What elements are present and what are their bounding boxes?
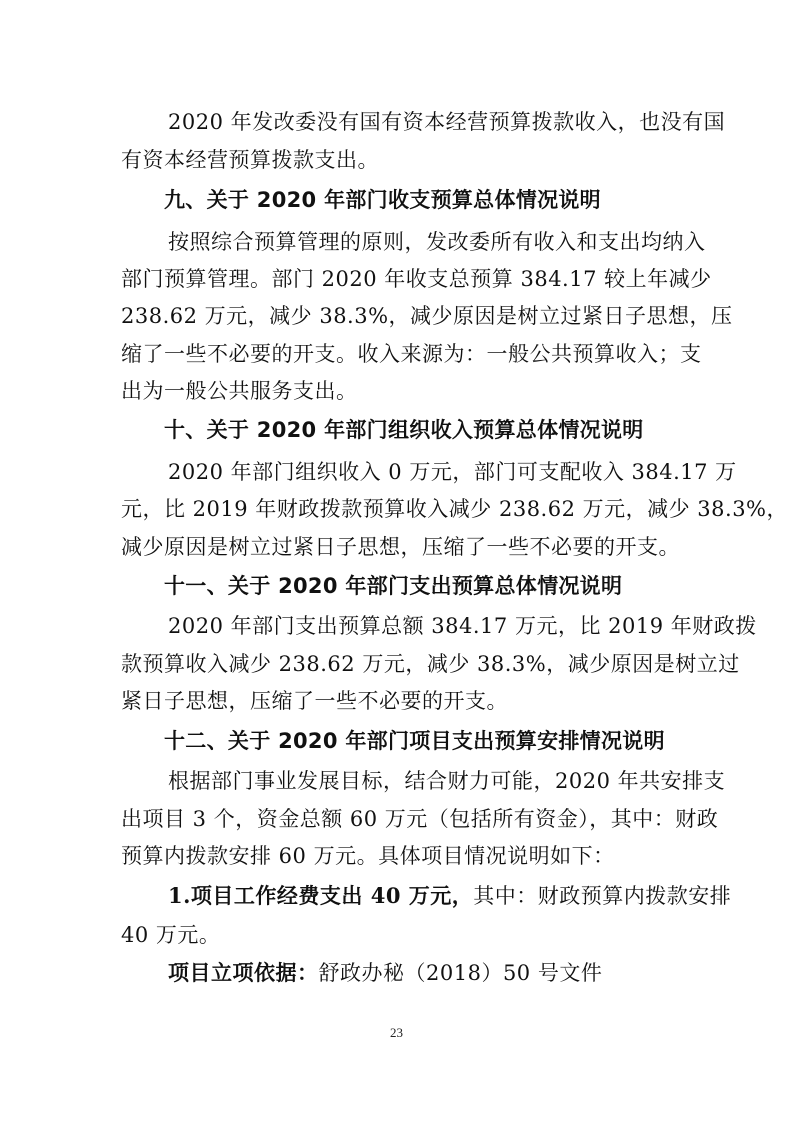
paragraph-line: 出为一般公共服务支出。 <box>121 379 358 403</box>
paragraph-line: 部门预算管理。部门 2020 年收支总预算 384.17 较上年减少 <box>121 267 712 291</box>
paragraph-line: 款预算收入减少 238.62 万元，减少 38.3%，减少原因是树立过 <box>121 652 740 676</box>
page-number: 23 <box>390 1025 403 1040</box>
project-basis-line <box>168 958 602 988</box>
project-basis-label: 项目立项依据： <box>168 960 319 985</box>
paragraph-line: 40 万元。 <box>121 923 221 947</box>
paragraph-line: 2020 年部门组织收入 0 万元，部门可支配收入 384.17 万 <box>168 460 737 484</box>
project-detail: 其中：财政预算内拨款安排 <box>473 884 732 908</box>
paragraph-line: 238.62 万元，减少 38.3%，减少原因是树立过紧日子思想，压 <box>121 304 733 328</box>
paragraph-line: 减少原因是树立过紧日子思想，压缩了一些不必要的开支。 <box>121 535 680 559</box>
paragraph-line: 有资本经营预算拨款支出。 <box>121 148 379 172</box>
section-heading-10: 十、关于 2020 年部门组织收入预算总体情况说明 <box>164 418 644 442</box>
section-heading-11: 十一、关于 2020 年部门支出预算总体情况说明 <box>164 574 623 598</box>
project-basis-value: 舒政办秘（2018）50 号文件 <box>318 961 603 985</box>
section-heading-12: 十二、关于 2020 年部门项目支出预算安排情况说明 <box>164 729 665 753</box>
paragraph-line: 按照综合预算管理的原则，发改委所有收入和支出均纳入 <box>168 230 706 254</box>
section-heading-9: 九、关于 2020 年部门收支预算总体情况说明 <box>164 188 601 212</box>
paragraph-line: 预算内拨款安排 60 万元。具体项目情况说明如下： <box>121 844 615 868</box>
paragraph-line: 2020 年部门支出预算总额 384.17 万元，比 2019 年财政拨 <box>168 614 757 638</box>
paragraph-line: 出项目 3 个，资金总额 60 万元（包括所有资金），其中：财政 <box>121 807 719 831</box>
project-title: 1.项目工作经费支出 40 万元， <box>168 883 474 908</box>
paragraph-line: 缩了一些不必要的开支。收入来源为：一般公共预算收入；支 <box>121 342 702 366</box>
project-line <box>168 881 732 911</box>
paragraph-line: 根据部门事业发展目标，结合财力可能，2020 年共安排支 <box>168 769 726 793</box>
paragraph-line: 紧日子思想，压缩了一些不必要的开支。 <box>121 689 508 713</box>
paragraph-line: 元，比 2019 年财政拨款预算收入减少 238.62 万元，减少 38.3%， <box>121 497 789 521</box>
paragraph-line: 2020 年发改委没有国有资本经营预算拨款收入，也没有国 <box>168 110 726 134</box>
